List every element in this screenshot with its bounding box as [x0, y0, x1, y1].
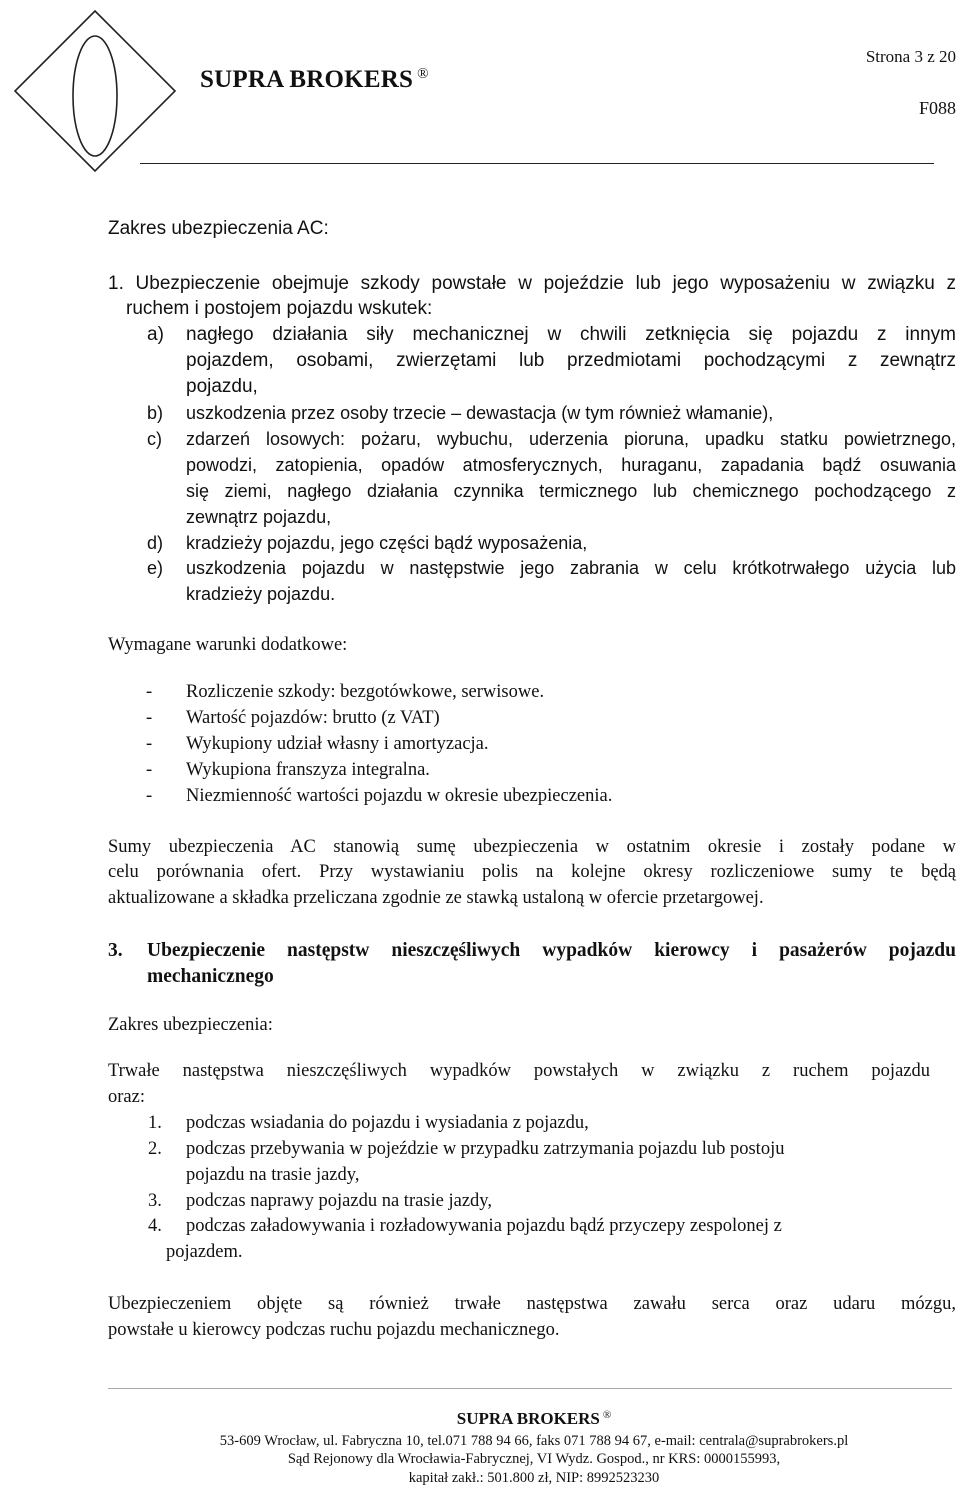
section3-item-line: pojazdu na trasie jazdy,: [186, 1165, 360, 1185]
form-code: F088: [918, 98, 956, 118]
sums-line-3: aktualizowane a składka przeliczana zgodnie ze stawką ustaloną w ofercie przetargowej.: [108, 888, 764, 908]
section3-intro-line-1: Trwałe następstwa nieszczęśliwych wypadków powstałych w związku z ruchem pojazdu: [108, 1061, 930, 1081]
subitem-b-line-1: uszkodzenia przez osoby trzecie – dewastacja (w tym również włamanie),: [186, 403, 774, 423]
sums-line-1: Sumy ubezpieczenia AC stanowią sumę ubezpieczenia w ostatnim okresie i zostały podane w: [108, 837, 956, 857]
subitem-c-marker: c): [147, 429, 162, 449]
condition-dash: -: [146, 682, 153, 702]
subitem-a-line-3: pojazdu,: [186, 376, 258, 397]
condition-item: Wartość pojazdów: brutto (z VAT): [186, 708, 440, 728]
subitem-c-line-4: zewnątrz pojazdu,: [186, 507, 332, 527]
footer-address: 53-609 Wrocław, ul. Fabryczna 10, tel.071 788 94 66, faks 071 788 94 67, e-mail: centrala@suprabrokers.pl: [219, 1433, 849, 1449]
closing-line-2: powstałe u kierowcy podczas ruchu pojazdu mechanicznego.: [108, 1320, 560, 1340]
section3-item-marker: 2.: [148, 1139, 162, 1159]
footer-registered-mark: ®: [602, 1409, 612, 1421]
subitem-a-marker: a): [147, 324, 164, 345]
condition-item: Niezmienność wartości pojazdu w okresie ubezpieczenia.: [186, 786, 613, 806]
condition-item: Wykupiona franszyza integralna.: [186, 760, 430, 780]
footer-capital: kapitał zakł.: 501.800 zł, NIP: 8992523230: [408, 1470, 660, 1486]
header-divider: [140, 163, 934, 164]
header-brand: SUPRA BROKERS ®: [200, 66, 429, 93]
subitem-c-line-1: zdarzeń losowych: pożaru, wybuchu, uderzenia pioruna, upadku statku powietrznego,: [186, 429, 956, 449]
section3-heading-line-2: mechanicznego: [147, 966, 274, 987]
section3-item-line: podczas naprawy pojazdu na trasie jazdy,: [186, 1191, 492, 1211]
company-logo: [12, 8, 178, 174]
condition-dash: -: [146, 708, 153, 728]
section3-item-line: podczas wsiadania do pojazdu i wysiadania z pojazdu,: [186, 1113, 589, 1133]
section3-item-line: podczas załadowywania i rozładowywania pojazdu bądź przyczepy zespolonej z: [186, 1216, 782, 1236]
subitem-a-line-2: pojazdem, osobami, zwierzętami lub przedmiotami pochodzącymi z zewnątrz: [186, 350, 956, 371]
footer-brand: SUPRA BROKERS ®: [456, 1409, 612, 1428]
item1-line-2: ruchem i postojem pojazdu wskutek:: [126, 298, 433, 319]
section3-scope-title: Zakres ubezpieczenia:: [108, 1015, 273, 1035]
footer-court-registration: Sąd Rejonowy dla Wrocławia-Fabrycznej, VI Wydz. Gospod., nr KRS: 0000155993,: [287, 1451, 781, 1467]
section3-item-marker: 4.: [148, 1216, 162, 1236]
page-number: Strona 3 z 20: [865, 47, 956, 66]
closing-line-1: Ubezpieczeniem objęte są również trwałe następstwa zawału serca oraz udaru mózgu,: [108, 1294, 956, 1314]
section3-item-line: pojazdem.: [166, 1242, 243, 1262]
subitem-e-line-1: uszkodzenia pojazdu w następstwie jego zabrania w celu krótkotrwałego użycia lub: [186, 558, 956, 578]
section3-number: 3.: [108, 940, 123, 961]
subitem-d-line-1: kradzieży pojazdu, jego części bądź wyposażenia,: [186, 533, 588, 553]
section3-intro-line-2: oraz:: [108, 1087, 145, 1107]
condition-item: Rozliczenie szkody: bezgotówkowe, serwisowe.: [186, 682, 545, 702]
section3-item-marker: 3.: [148, 1191, 162, 1211]
footer-divider: [108, 1388, 952, 1389]
subitem-a-line-1: nagłego działania siły mechanicznej w chwili zetknięcia się pojazdu z innym: [186, 324, 956, 345]
subitem-b-marker: b): [147, 403, 164, 423]
subitem-c-line-2: powodzi, zatopienia, opadów atmosferycznych, huraganu, zapadania bądź osuwania: [186, 455, 956, 475]
section3-heading-line-1: Ubezpieczenie następstw nieszczęśliwych wypadków kierowcy i pasażerów pojazdu: [147, 940, 956, 961]
condition-dash: -: [146, 734, 153, 754]
section3-item-line: podczas przebywania w pojeździe w przypadku zatrzymania pojazdu lub postoju: [186, 1139, 785, 1159]
section-ac-title: Zakres ubezpieczenia AC:: [108, 218, 329, 239]
subitem-c-line-3: się ziemi, nagłego działania czynnika termicznego lub chemicznego pochodzącego z: [186, 481, 956, 501]
subitem-e-marker: e): [147, 558, 164, 578]
subitem-d-marker: d): [147, 533, 164, 553]
condition-item: Wykupiony udział własny i amortyzacja.: [186, 734, 489, 754]
condition-dash: -: [146, 786, 153, 806]
registered-mark: ®: [417, 66, 429, 82]
item1-line-1: 1. Ubezpieczenie obejmuje szkody powstałe w pojeździe lub jego wyposażeniu w związku z: [108, 273, 956, 294]
condition-dash: -: [146, 760, 153, 780]
section3-item-marker: 1.: [148, 1113, 162, 1133]
conditions-title: Wymagane warunki dodatkowe:: [108, 635, 348, 655]
subitem-e-line-2: kradzieży pojazdu.: [186, 584, 336, 604]
sums-line-2: celu porównania ofert. Przy wystawianiu polis na kolejne okresy rozliczeniowe sumy te będą: [108, 862, 956, 882]
